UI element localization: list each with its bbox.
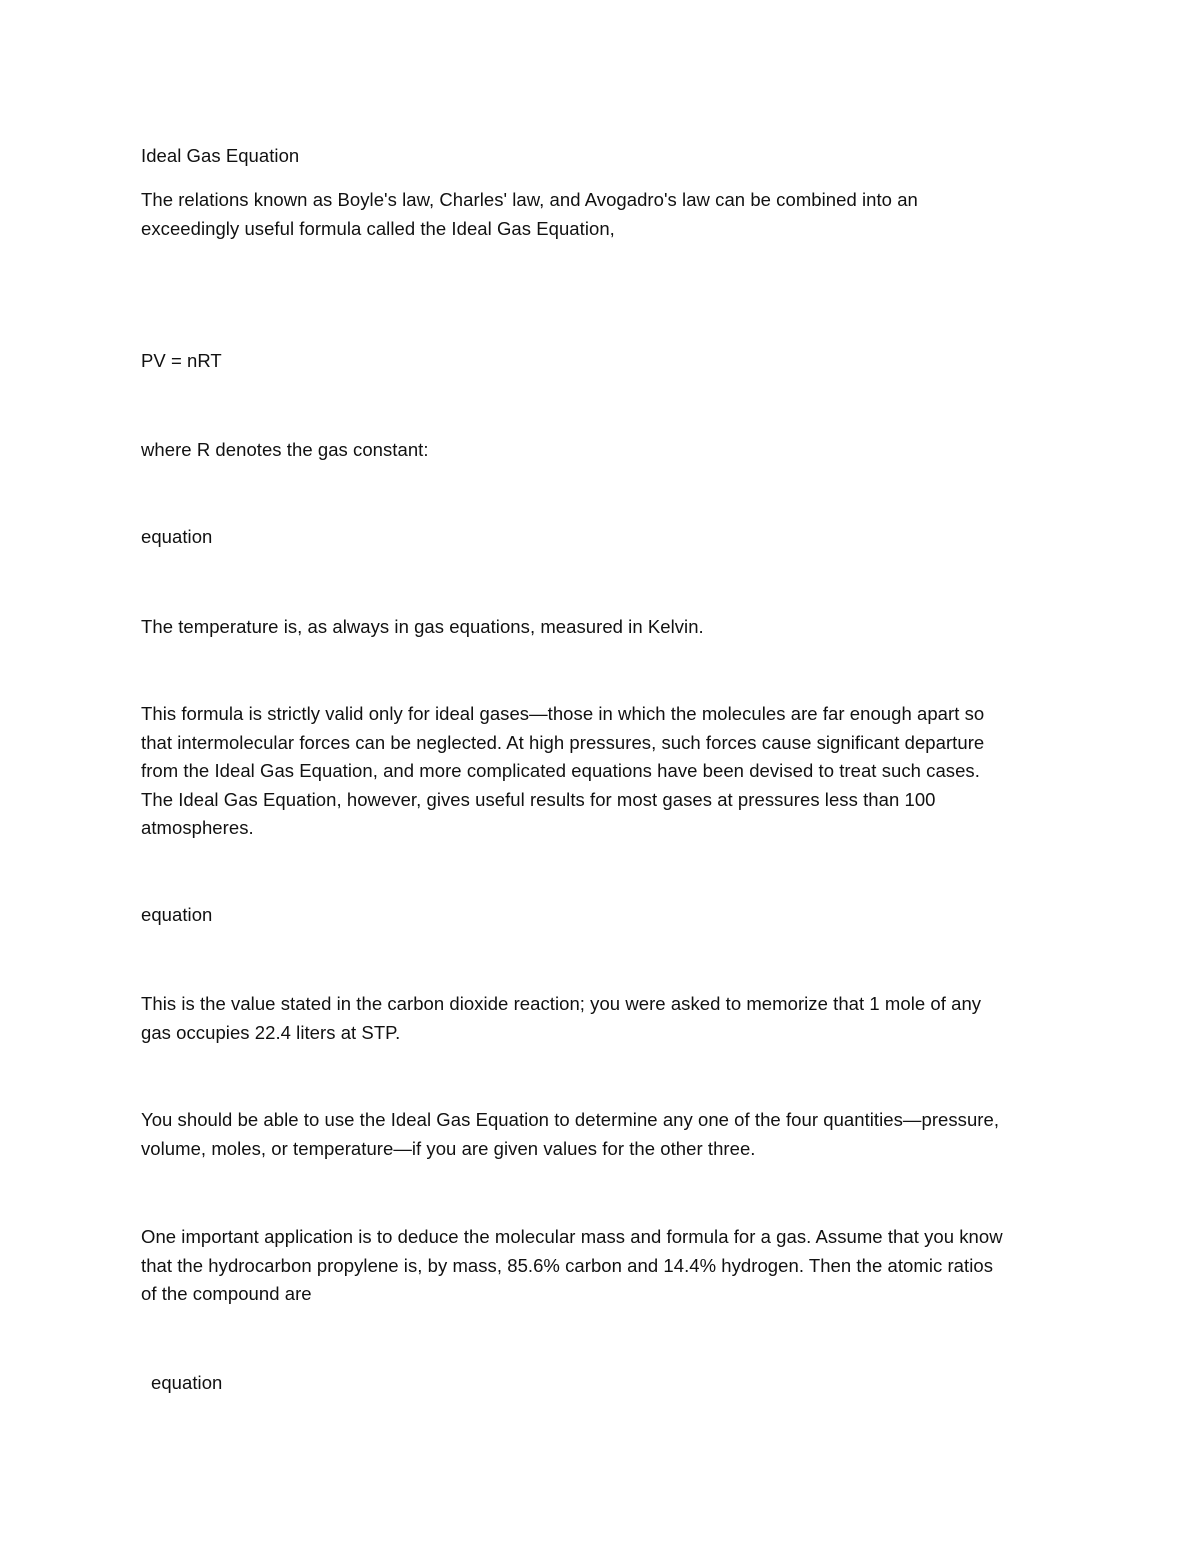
temperature-note: The temperature is, as always in gas equations, measured in Kelvin. <box>141 616 704 637</box>
validity-line: atmospheres. <box>141 817 254 839</box>
stp-line: This is the value stated in the carbon dioxide reaction; you were asked to memorize that 1 mole of any <box>141 993 982 1014</box>
intro-line: exceedingly useful formula called the Ideal Gas Equation, <box>141 217 615 239</box>
ideal-gas-formula: PV = nRT <box>141 350 222 371</box>
equation-placeholder: equation <box>151 1372 223 1393</box>
equation-placeholder: equation <box>141 526 213 547</box>
stp-paragraph <box>141 990 1081 1047</box>
validity-line: from the Ideal Gas Equation, and more complicated equations have been devised to treat such cases. <box>141 760 980 782</box>
usage-line: volume, moles, or temperature—if you are given values for the other three. <box>141 1137 756 1159</box>
validity-line: This formula is strictly valid only for ideal gases—those in which the molecules are far enough apart so <box>141 703 985 724</box>
validity-line: that intermolecular forces can be neglected. At high pressures, such forces cause significant departure <box>141 731 985 753</box>
usage-line: You should be able to use the Ideal Gas Equation to determine any one of the four quantities—pressure, <box>141 1109 1000 1130</box>
intro-paragraph <box>141 186 1081 243</box>
application-line: that the hydrocarbon propylene is, by mass, 85.6% carbon and 14.4% hydrogen. Then the atomic ratios <box>141 1254 994 1276</box>
equation-placeholder: equation <box>141 904 213 925</box>
validity-paragraph <box>141 700 1081 843</box>
intro-line: The relations known as Boyle's law, Charles' law, and Avogadro's law can be combined into an <box>141 189 918 210</box>
gas-constant-note: where R denotes the gas constant: <box>141 439 429 460</box>
validity-line: The Ideal Gas Equation, however, gives useful results for most gases at pressures less than 100 <box>141 788 936 810</box>
application-line: One important application is to deduce the molecular mass and formula for a gas. Assume that you know <box>141 1226 1003 1247</box>
stp-line: gas occupies 22.4 liters at STP. <box>141 1021 401 1043</box>
application-line: of the compound are <box>141 1283 312 1305</box>
application-paragraph <box>141 1223 1081 1309</box>
usage-paragraph <box>141 1106 1081 1163</box>
document-title: Ideal Gas Equation <box>141 145 300 166</box>
